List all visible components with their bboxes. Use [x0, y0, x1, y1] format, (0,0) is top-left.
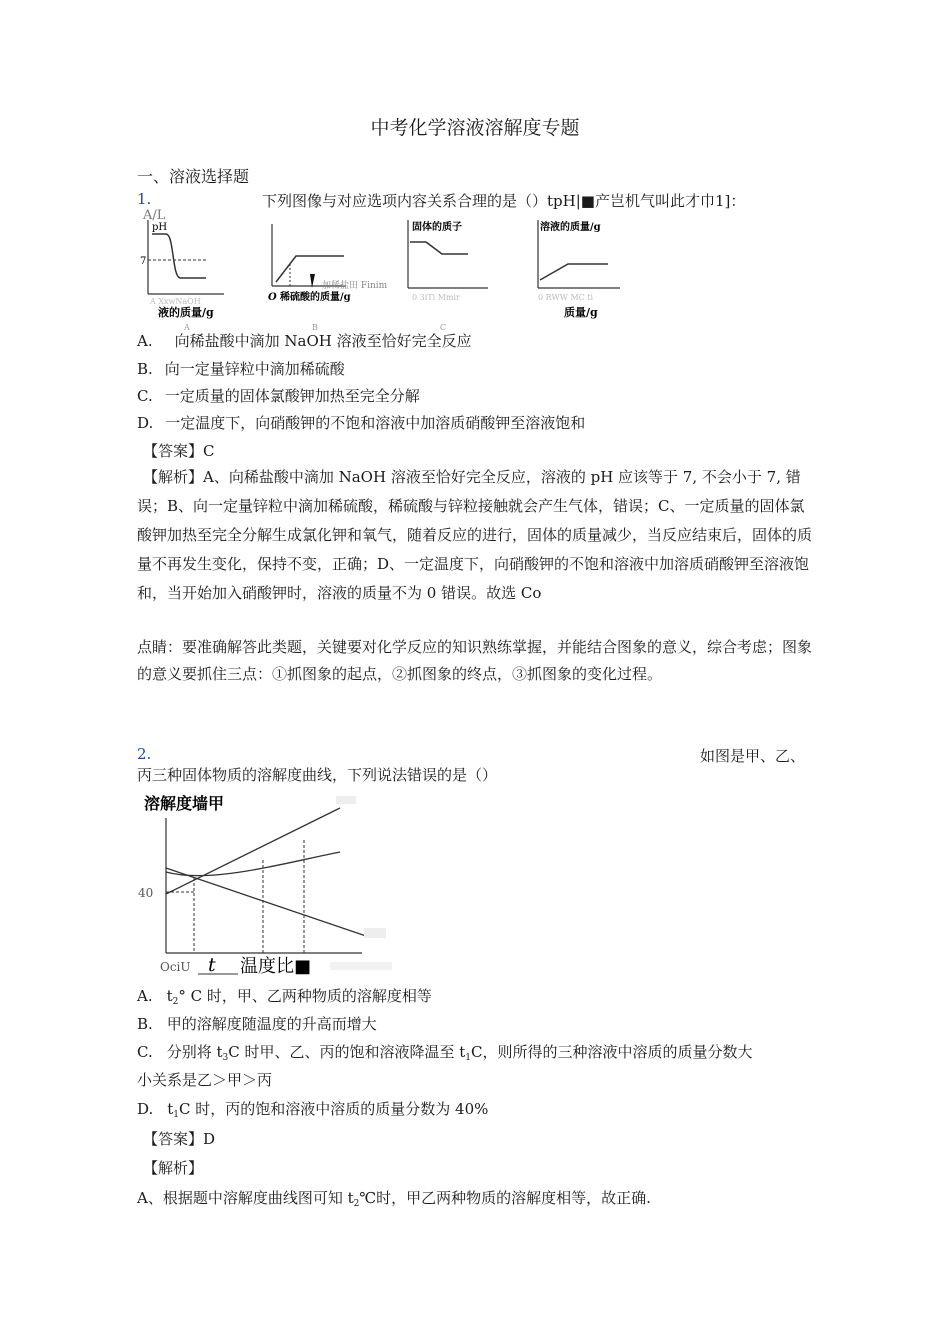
q1-option-b: B. 向一定量锌粒中滴加稀硫酸: [137, 360, 345, 378]
panel-c-letter: C: [440, 323, 447, 332]
curve-yi: [166, 852, 340, 876]
section-heading: 一、溶液选择题: [137, 167, 250, 186]
panel-d-top-label: 溶液的质量/g: [540, 222, 601, 233]
panel-b-letter: B: [312, 323, 318, 332]
q2-number: 2.: [137, 745, 152, 763]
panel-b-overlay: 加稀盐田 Finim: [322, 281, 388, 291]
panel-a-bottom-label: 液的质量/g: [158, 306, 214, 319]
q2-option-d: D. $t_1C$ 时，丙的饱和溶液中溶质的质量分数为 40%: [137, 1100, 489, 1120]
chart-x-title: 温度比■: [240, 956, 312, 977]
q1-analysis: 【解析】A、向稀盐酸中滴加 NaOH 溶液至恰好完全反应，溶液的 pH 应该等于 7, 不会小于 7, 错误；B、向一定量锌粒中滴加稀硫酸，稀硫酸与锌粒接触就会产生气体，错误；C、一定质量的固体氯酸钾加热至完全分解生成氯化钾和氧气，随着反应的进行，固体的质量减少，当反应结束后，固体的质量不再发生变化，保持不变，正确；D、一定温度下，向硝酸钾的不饱和溶液中加溶质硝酸钾至溶液饱和，当开始加入硝酸钾时，溶液的质量不为 0 错误。故选 Co: [137, 468, 813, 602]
q1-panel-a: [140, 220, 224, 332]
q2-stem-line2: 丙三种固体物质的溶解度曲线，下列说法错误的是（）: [137, 766, 498, 784]
q1-option-c: C. 一定质量的固体氯酸钾加热至完全分解: [137, 387, 420, 405]
q1-figure: [140, 216, 630, 334]
panel-a-letter: A: [184, 323, 190, 332]
panel-b-bottom-label: 稀硫酸的质量/g: [280, 292, 351, 303]
chart-y-tick: 40: [138, 886, 154, 900]
panel-c-top-label: 固体的质子: [412, 222, 462, 233]
q1-tip: 点睛：要准确解答此类题，关键要对化学反应的知识熟练掌握，并能结合图象的意义，综合考虑；图象的意义要抓住三点：①抓图象的起点，②抓图象的终点，③抓图象的变化过程。: [137, 638, 813, 683]
q1-panel-c: [408, 220, 488, 332]
q1-stray-label: A/L: [143, 208, 166, 223]
q1-panel-d: [538, 220, 620, 319]
panel-d-faded: 0 RWW MC ti: [538, 293, 594, 302]
chart-y-title: 溶解度墙甲: [144, 794, 225, 813]
panel-b-origin: O: [268, 292, 277, 303]
q2-analysis-head: 【解析】: [143, 1159, 204, 1177]
q1-option-d: D. 一定温度下，向硝酸钾的不饱和溶液中加溶质硝酸钾至溶液饱和: [137, 414, 586, 432]
q2-option-a: A. $t_2^\circ$ C 时，甲、乙两种物质的溶解度相等: [137, 987, 432, 1007]
curve-bing: [166, 868, 366, 936]
q1-answer: 【答案】C: [143, 442, 215, 460]
panel-a-faded: A XxwNaOH: [150, 297, 201, 306]
panel-a-top-label: pH: [152, 222, 168, 233]
q2-stem-right: 如图是甲、乙、: [700, 747, 806, 765]
q2-answer: 【答案】D: [143, 1130, 216, 1148]
chart-x-t: t: [208, 954, 216, 976]
page-title: 中考化学溶液溶解度专题: [370, 117, 580, 139]
q2-analysis: A、根据题中溶解度曲线图可知 $t_2℃$时，甲乙两种物质的溶解度相等，故正确.: [137, 1189, 651, 1209]
chart-x-origin: OciU: [160, 960, 191, 974]
q2-solubility-chart: [140, 790, 420, 980]
q1-stem: 下列图像与对应选项内容关系合理的是（）tpH|■产岂机气叫此才巾1]：: [262, 192, 746, 210]
q1-option-a: A. 向稀盐酸中滴加 NaOH 溶液至恰好完全反应: [137, 332, 472, 350]
q2-option-b: B. 甲的溶解度随温度的升高而增大: [137, 1015, 377, 1033]
curve-jia: [166, 808, 340, 894]
panel-c-faded: 0 3iTi Mmir: [412, 293, 460, 302]
q2-option-c: C. 分别将 $t_3C$ 时甲、乙、丙的饱和溶液降温至 $t_1C$，则所得的三种溶液中溶质的质量分数大: [137, 1043, 753, 1063]
q2-option-c-cont: 小关系是乙＞甲＞丙: [137, 1071, 273, 1089]
q1-number: 1.: [137, 190, 152, 208]
q1-panel-b: [268, 224, 388, 332]
panel-d-bottom-label: 质量/g: [564, 306, 598, 319]
panel-a-y-mark: 7: [140, 256, 147, 267]
